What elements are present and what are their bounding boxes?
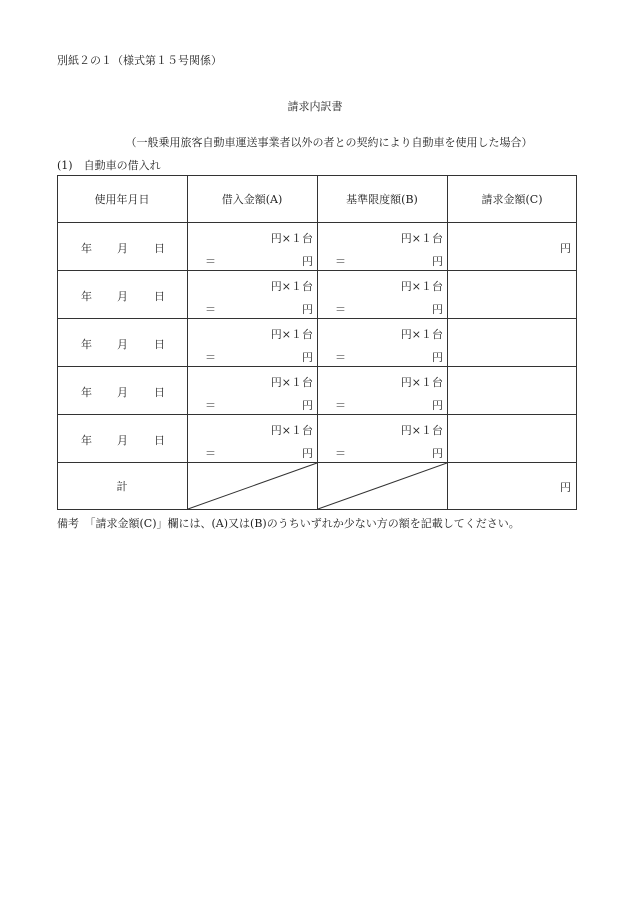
- diagonal-slash-b: [318, 463, 447, 509]
- header-usage-date: 使用年月日: [94, 192, 150, 206]
- month-label: 月: [117, 386, 128, 399]
- month-label: 月: [117, 290, 128, 303]
- document-title: 請求内訳書: [287, 100, 343, 113]
- unit-rate-b: 円×１台: [400, 280, 443, 293]
- day-label: 日: [154, 242, 165, 255]
- remarks-note: 備考 「請求金額(C)」欄には、(A)又は(B)のうちいずれか少ない方の額を記載してください。: [57, 517, 520, 530]
- section-heading: (1) 自動車の借入れ: [57, 159, 161, 172]
- unit-rate-b: 円×１台: [400, 376, 443, 389]
- month-label: 月: [117, 434, 128, 447]
- day-label: 日: [154, 338, 165, 351]
- table-divider: [447, 175, 448, 510]
- year-label: 年: [81, 290, 92, 303]
- yen-c: 円: [560, 242, 571, 255]
- table-divider: [57, 366, 577, 367]
- equals-a: ＝: [205, 399, 216, 412]
- equals-a: ＝: [205, 303, 216, 316]
- equals-a: ＝: [205, 351, 216, 364]
- header-claim-amount: 請求金額(C): [481, 192, 543, 206]
- table-border-right: [576, 175, 577, 510]
- day-label: 日: [154, 290, 165, 303]
- breakdown-table: [57, 175, 577, 510]
- year-label: 年: [81, 434, 92, 447]
- year-label: 年: [81, 386, 92, 399]
- unit-rate-b: 円×１台: [400, 424, 443, 437]
- table-divider: [57, 318, 577, 319]
- day-label: 日: [154, 386, 165, 399]
- total-diagonal-slashes: [187, 462, 447, 510]
- yen-b: 円: [432, 303, 443, 316]
- yen-a: 円: [302, 399, 313, 412]
- total-label: 計: [116, 479, 128, 493]
- yen-b: 円: [432, 399, 443, 412]
- equals-a: ＝: [205, 255, 216, 268]
- table-divider: [57, 414, 577, 415]
- equals-b: ＝: [335, 351, 346, 364]
- table-border-left: [57, 175, 58, 510]
- yen-a: 円: [302, 303, 313, 316]
- equals-b: ＝: [335, 303, 346, 316]
- table-divider: [187, 175, 188, 510]
- diagonal-slash-a: [188, 463, 317, 509]
- equals-b: ＝: [335, 447, 346, 460]
- day-label: 日: [154, 434, 165, 447]
- yen-a: 円: [302, 351, 313, 364]
- year-label: 年: [81, 338, 92, 351]
- equals-a: ＝: [205, 447, 216, 460]
- year-label: 年: [81, 242, 92, 255]
- equals-b: ＝: [335, 399, 346, 412]
- month-label: 月: [117, 338, 128, 351]
- document-subtitle: （一般乗用旅客自動車運送事業者以外の者との契約により自動車を使用した場合）: [125, 136, 533, 149]
- table-divider: [57, 270, 577, 271]
- unit-rate-a: 円×１台: [270, 376, 313, 389]
- table-divider: [57, 222, 577, 223]
- equals-b: ＝: [335, 255, 346, 268]
- table-divider: [317, 175, 318, 510]
- yen-b: 円: [432, 447, 443, 460]
- unit-rate-b: 円×１台: [400, 232, 443, 245]
- unit-rate-a: 円×１台: [270, 328, 313, 341]
- unit-rate-a: 円×１台: [270, 424, 313, 437]
- unit-rate-b: 円×１台: [400, 328, 443, 341]
- unit-rate-a: 円×１台: [270, 232, 313, 245]
- form-reference: 別紙２の１（様式第１５号関係）: [57, 54, 222, 67]
- unit-rate-a: 円×１台: [270, 280, 313, 293]
- yen-a: 円: [302, 255, 313, 268]
- header-borrowed-amount: 借入金額(A): [221, 192, 283, 206]
- total-yen: 円: [560, 481, 571, 494]
- header-standard-limit: 基準限度額(B): [346, 192, 418, 206]
- yen-b: 円: [432, 351, 443, 364]
- month-label: 月: [117, 242, 128, 255]
- yen-b: 円: [432, 255, 443, 268]
- yen-a: 円: [302, 447, 313, 460]
